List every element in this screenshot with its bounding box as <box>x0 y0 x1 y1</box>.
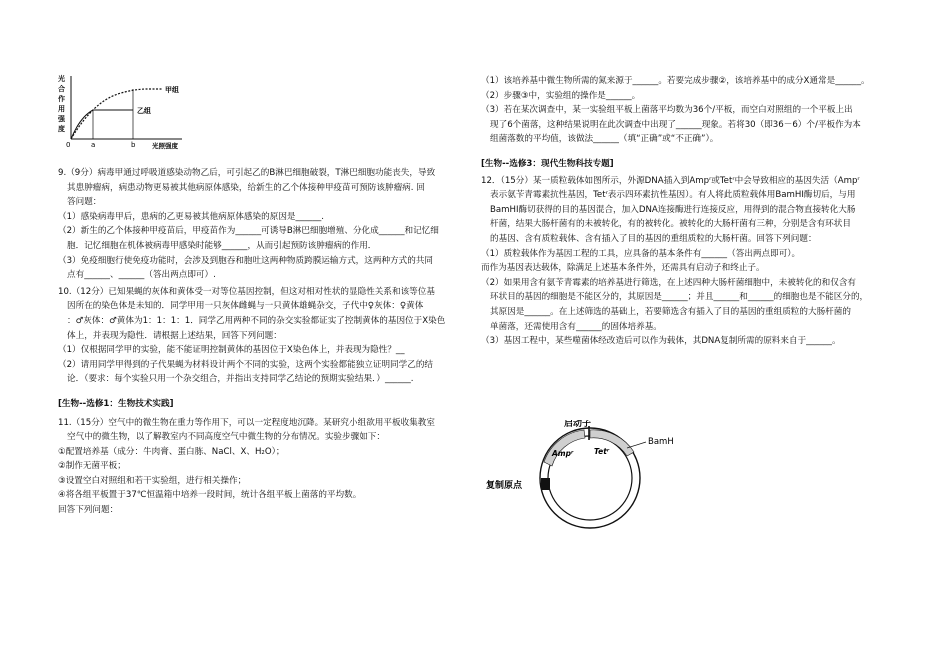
q12-stem-b: 表示氨苄青霉素抗性基因，Tetʳ表示四环素抗性基因）。有人将此质粒载体用BamHI酶切后，与用 <box>490 190 856 201</box>
q11-step3: ③设置空白对照组和若干实验组，进行相关操作； <box>58 475 247 486</box>
graph-ylabel-4: 用 <box>58 105 65 113</box>
graph-xlabel: 光照强度 <box>152 142 178 150</box>
section-elective-1: [生物--选修1：生物技术实践] <box>58 398 174 409</box>
q12-stem-c: BamHI酶切获得的目的基因混合，加入DNA连接酶进行连接反应，用得到的混合物直接转化大肠 <box>490 204 856 215</box>
promoter-label: 启动子 <box>564 420 592 429</box>
tetr-label: Tetʳ <box>594 447 610 456</box>
ampr-label: Ampʳ <box>552 449 574 458</box>
q12-part3: （3）基因工程中，某些噬菌体经改造后可以作为载体，其DNA复制所需的原料来自于______。 <box>481 336 841 347</box>
left-column <box>58 166 470 518</box>
bamh-pointer <box>627 442 646 448</box>
q9-part1: （1）感染病毒甲后，患病的乙更易被其他病原体感染的原因是______. <box>58 211 325 222</box>
right-column <box>481 74 893 349</box>
q9-part2a: （2）新生的乙个体接种甲疫苗后，甲疫苗作为______可诱导B淋巴细胞增殖、分化成______和记忆细 <box>58 226 439 237</box>
q11-step2: ②制作无菌平板； <box>58 461 126 472</box>
q11-step4: ④将各组平板置于37℃恒温箱中培养一段时间，统计各组平板上菌落的平均数。 <box>58 490 362 501</box>
graph-ylabel-3: 作 <box>58 95 65 103</box>
q11-ask: 回答下列问题： <box>58 505 119 516</box>
tick-a-label: a <box>91 141 96 149</box>
q11-stem-a: 11.（15分）空气中的微生物在重力等作用下，可以一定程度地沉降。某研究小组欲用平板收集教室 <box>58 417 435 428</box>
q11-stem-b: 空气中的微生物，以了解教室内不同高度空气中微生物的分布情况。实验步骤如下： <box>67 432 385 443</box>
graph-ylabel-2: 合 <box>58 85 65 93</box>
q12-stem-e: 的基因、含有质粒载体、含有插入了目的基因的重组质粒的大肠杆菌。回答下列问题： <box>490 233 817 244</box>
q11-part3c: 组菌落数的平均值，该做法______（填“正确”或“不正确”）。 <box>490 134 719 145</box>
q9-stem-2: 其患肿瘤病，病患动物更易被其他病原体感染，给新生的乙个体接种甲疫苗可预防该肿瘤病. 回 <box>67 182 425 193</box>
q11-part2: （2）步骤③中，实验组的操作是______。 <box>481 90 641 101</box>
q12-stem-d: 杆菌，结果大肠杆菌有的未被转化，有的被转化。被转化的大肠杆菌有三种，分别是含有环状目 <box>490 219 851 230</box>
q12-part2b: 环状目的基因的细胞是不能区分的，其原因是______；并且______和______的细胞也是不能区分的， <box>490 292 869 303</box>
q10-stem-c: ：♂灰体：♂黄体为1：1：1：1．同学乙用两种不同的杂交实验都证实了控制黄体的基因位于X染色 <box>67 315 446 326</box>
graph-ylabel-5: 强 <box>58 115 65 123</box>
q10-part2a: （2）请用同学甲得到的子代果蝇为材料设计两个不同的实验，这两个实验都能独立证明同学乙的结 <box>58 359 434 370</box>
q10-part2b: 论．（要求：每个实验只用一个杂交组合，并指出支持同学乙结论的预期实验结果．）______. <box>67 374 414 385</box>
q9-stem-3: 答问题： <box>67 197 102 208</box>
curve-group-b <box>71 110 133 139</box>
ori-block <box>541 478 550 490</box>
q10-stem-a: 10.（12分）已知果蝇的灰体和黄体受一对等位基因控制，但这对相对性状的显隐性关系和该等位基 <box>58 286 435 297</box>
q11-part3a: （3）若在某次调查中，某一实验组平板上菌落平均数为36个/平板，而空白对照组的一个平板上出 <box>481 105 853 116</box>
q11-part1: （1）该培养基中微生物所需的氮来源于______。若要完成步骤②，该培养基中的成分X通常是______。 <box>481 76 870 86</box>
ori-label: 复制原点 <box>486 481 523 491</box>
bamh-label: BamH <box>648 437 674 447</box>
section-elective-3: [生物--选修3：现代生物科技专题] <box>481 158 614 169</box>
q10-stem-d: 体上，并表现为隐性．请根据上述结果，回答下列问题： <box>67 330 282 341</box>
q12-part2d: 单菌落，还需使用含有______的固体培养基。 <box>490 321 662 332</box>
q12-part2a: （2）如果用含有氨苄青霉素的培养基进行筛选，在上述四种大肠杆菌细胞中，未被转化的和仅含有 <box>481 277 857 288</box>
q12-part2c: 其原因是______。在上述筛选的基础上，若要筛选含有插入了目的基因的重组质粒的大肠杆菌的 <box>490 306 851 317</box>
q12-stem-a: 12．（15分）某一质粒载体如图所示，外源DNA插入到Ampʳ或Tetʳ中会导致相应的基因失活（Ampʳ <box>481 175 860 186</box>
graph-ylabel-1: 光 <box>58 75 65 83</box>
label-group-b: 乙组 <box>137 107 151 115</box>
q9-stem: 9.（9分）病毒甲通过呼吸道感染动物乙后，可引起乙的B淋巴细胞破裂，T淋巴细胞功能丧失，导致 <box>58 168 436 178</box>
q10-part1: （1）仅根据同学甲的实验，能不能证明控制黄体的基因位于X染色体上，并表现为隐性？__ <box>58 345 405 356</box>
q10-stem-b: 因所在的染色体是未知的．同学甲用一只灰体雌蝇与一只黄体雄蝇杂交，子代中♀灰体：♀黄体 <box>67 301 424 312</box>
q9-part2b: 胞．记忆细胞在机体被病毒甲感染时能够______，从而引起预防该肿瘤病的作用． <box>67 240 377 251</box>
q11-step1: ①配置培养基（成分：牛肉膏、蛋白胨、NaCl、X、H₂O）； <box>58 446 285 457</box>
label-group-a: 甲组 <box>165 86 179 94</box>
photosynthesis-graph <box>58 72 198 154</box>
plasmid-diagram <box>486 420 726 540</box>
graph-ylabel-6: 度 <box>58 125 65 133</box>
q12-part1: （1）质粒载体作为基因工程的工具，应具备的基本条件有______（答出两点即可）。 <box>481 248 801 259</box>
origin-label: 0 <box>66 141 71 149</box>
q9-part3a: （3）免疫细胞行使免疫功能时，会涉及到胞吞和胞吐这两种物质跨膜运输方式，这两种方式的共同 <box>58 255 434 266</box>
q11-part3b: 现了6个菌落，这种结果说明在此次调查中出现了______现象。若将30（即36－6）个/平板作为本 <box>490 119 861 130</box>
q9-part3b: 点有______、______（答出两点即可）. <box>67 270 216 281</box>
tick-b-label: b <box>131 141 136 149</box>
q12-part1b: 而作为基因表达载体，除满足上述基本条件外，还需具有启动子和终止子。 <box>481 263 765 274</box>
